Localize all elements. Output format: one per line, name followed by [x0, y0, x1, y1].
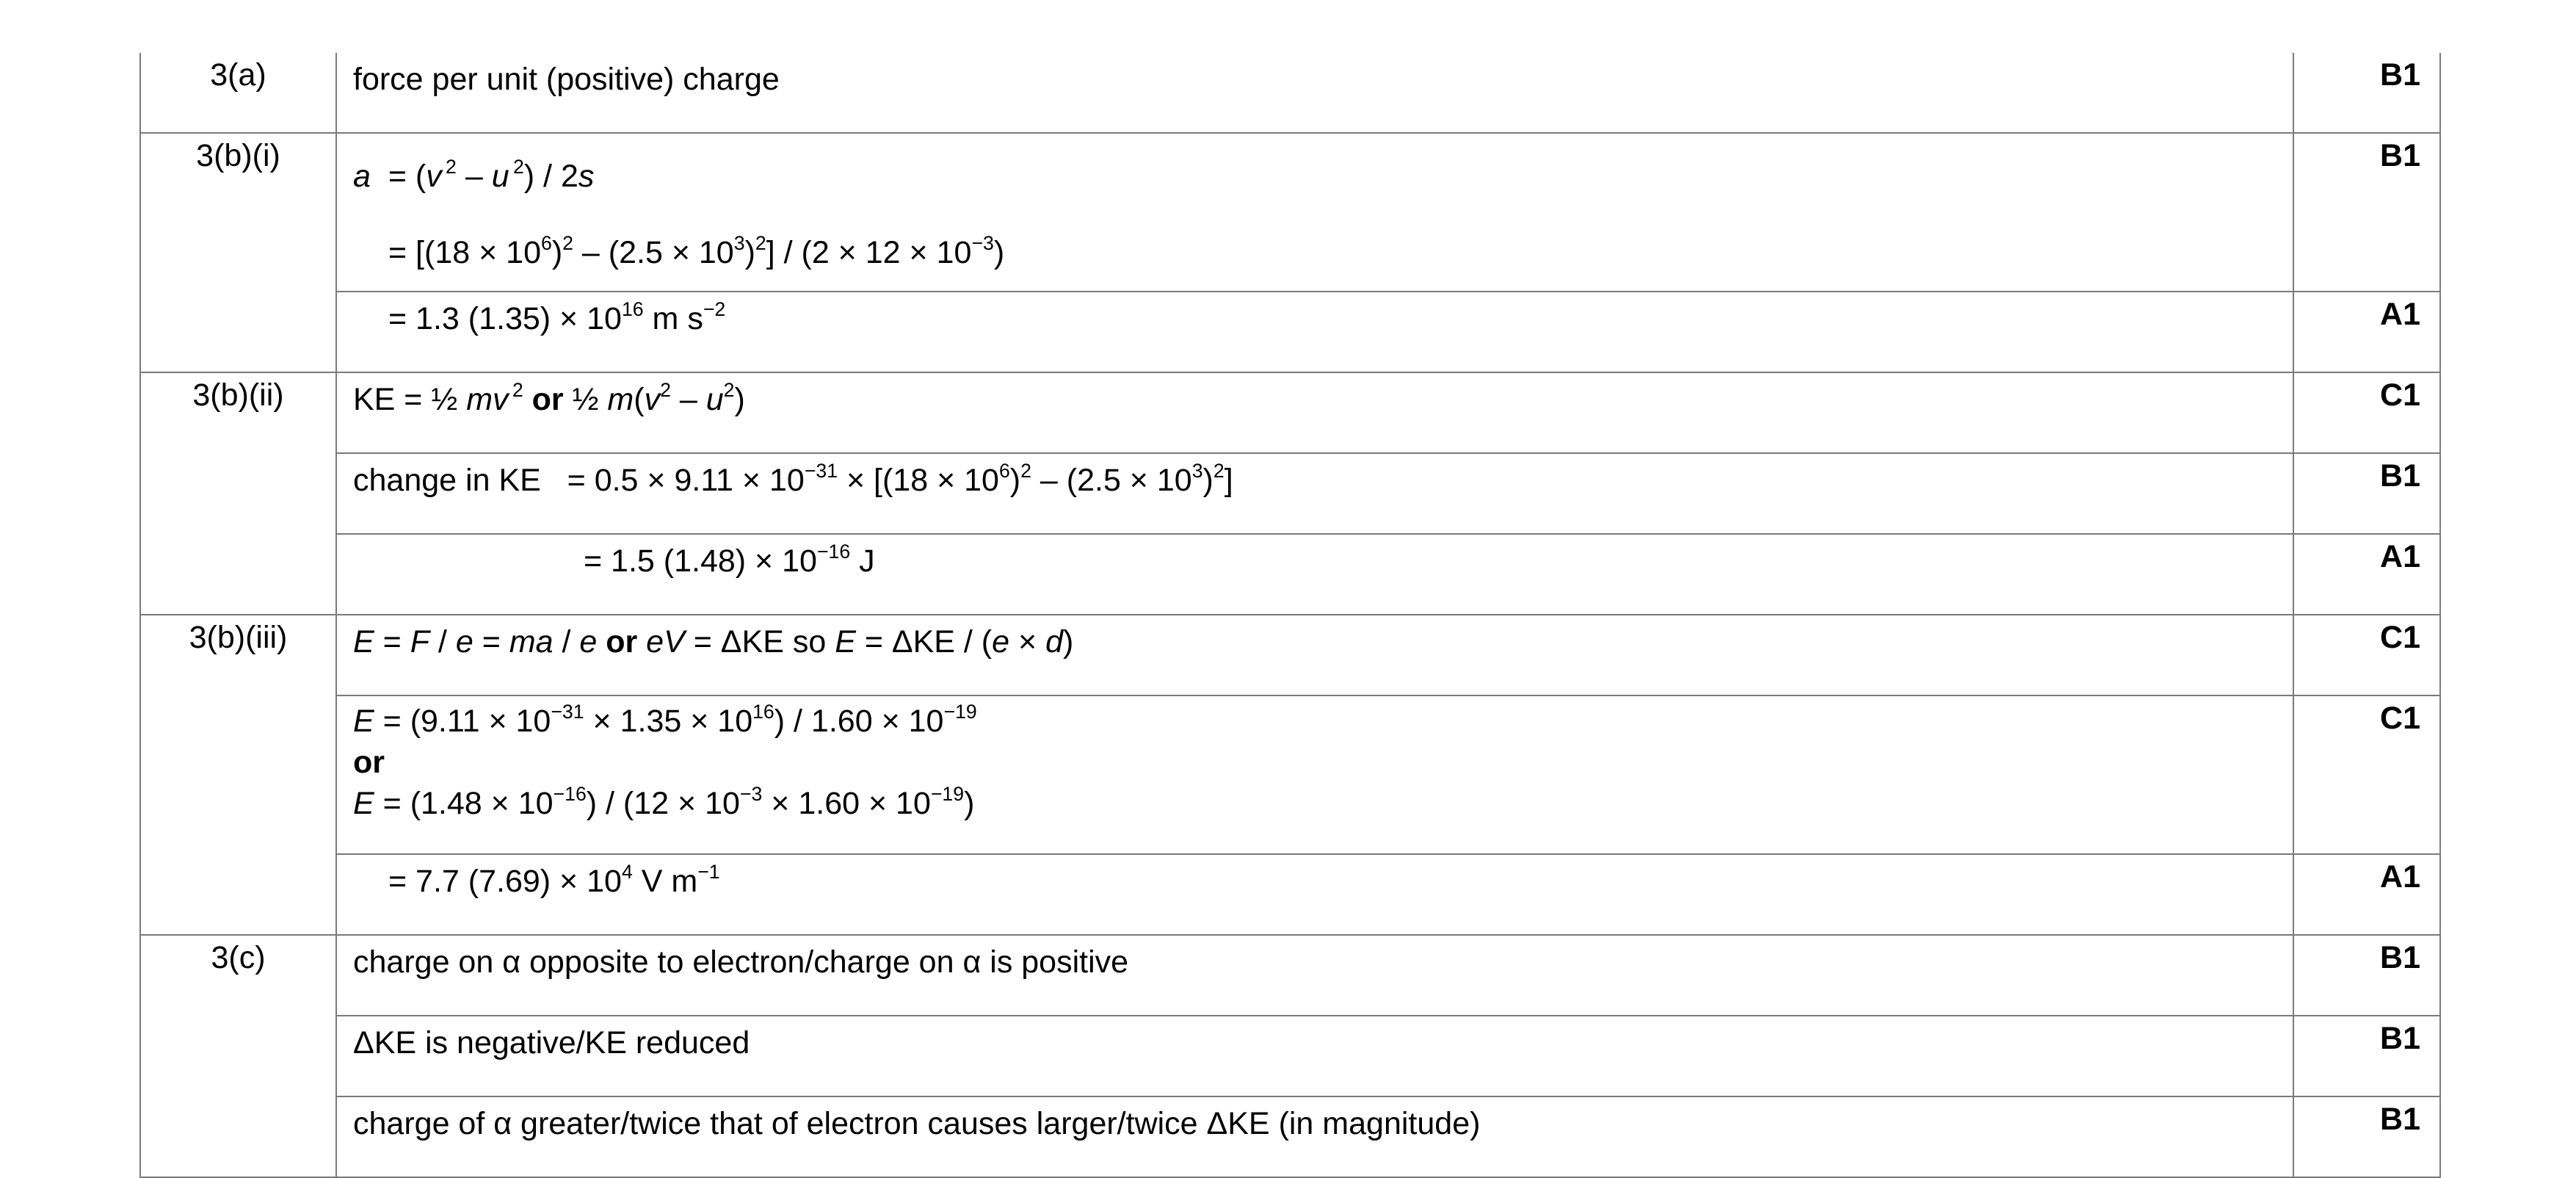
mark-cell: C1	[2293, 615, 2440, 695]
table-row	[140, 1016, 2440, 1096]
mark-cell: C1	[2293, 372, 2440, 453]
answer-text: $E = (9.11 \times 10^{-31} \times 1.35 \times 10^{16}) / 1.60 \times 10^{-19}$ or $E = (1.48 \times 10^{-16}) / (12 \times 10^{-3} \times 1.60 \times 10^{-19})$	[353, 701, 977, 821]
mark-scheme-body	[140, 53, 2440, 1177]
answer-text: force per unit (positive) charge	[353, 62, 780, 97]
question-label: 3(b)(i)	[140, 133, 336, 372]
mark-cell: A1	[2293, 854, 2440, 935]
answer-cell	[336, 133, 2293, 292]
answer-cell	[336, 854, 2293, 935]
answer-cell	[336, 1016, 2293, 1096]
answer-cell	[336, 53, 2293, 133]
answer-text: ΔKE is negative/KE reduced	[353, 1025, 750, 1060]
table-row	[140, 1096, 2440, 1177]
question-label: 3(c)	[140, 935, 336, 1177]
answer-text: change in KE = $0.5 \times 9.11 \times 10^{-31} \times [(18 \times 10^6)^2 - (2.5 \times 10^3)^2]$	[353, 460, 1233, 498]
table-row	[140, 53, 2440, 133]
table-row	[140, 453, 2440, 534]
answer-text: E = F / e = ma / e or eV = ΔKE so E = ΔKE / (e × d)	[353, 624, 1074, 660]
mark-cell: B1	[2293, 935, 2440, 1016]
mark-cell: C1	[2293, 695, 2440, 854]
table-row	[140, 615, 2440, 695]
mark-cell: B1	[2293, 453, 2440, 534]
table-row	[140, 695, 2440, 854]
question-label: 3(a)	[140, 53, 336, 133]
answer-cell	[336, 534, 2293, 615]
table-row	[140, 372, 2440, 453]
answer-cell	[336, 1096, 2293, 1177]
answer-text: charge of α greater/twice that of electron causes larger/twice ΔKE (in magnitude)	[353, 1106, 1481, 1141]
mark-cell: A1	[2293, 534, 2440, 615]
answer-cell	[336, 935, 2293, 1016]
mark-cell: B1	[2293, 133, 2440, 292]
mark-cell: B1	[2293, 1016, 2440, 1096]
answer-text: = 1.3 $(1.35) \times 10^{16}$ m $s^{-2}$	[388, 298, 726, 336]
answer-cell	[336, 453, 2293, 534]
table-row	[140, 534, 2440, 615]
table-row	[140, 935, 2440, 1016]
table-row	[140, 292, 2440, 372]
table-row	[140, 854, 2440, 935]
answer-text: = 7.7 $(7.69) \times 10^4$ V $m^{-1}$	[388, 861, 720, 899]
question-label: 3(b)(ii)	[140, 372, 336, 615]
answer-text: = 1.5 $(1.48) \times 10^{-16}$ J	[584, 541, 875, 579]
mark-scheme-table	[139, 53, 2441, 1178]
answer-text: KE = ½ mv $^2$ or ½ $m(v^2 - u^2)$	[353, 379, 745, 417]
mark-cell: B1	[2293, 53, 2440, 133]
answer-cell	[336, 292, 2293, 372]
answer-cell	[336, 695, 2293, 854]
answer-cell	[336, 615, 2293, 695]
answer-text: charge on α opposite to electron/charge on α is positive	[353, 944, 1129, 980]
mark-cell: B1	[2293, 1096, 2440, 1177]
answer-text: a = (v $^2$ – u $^2$) / 2s = $[(18 \times 10^6)^2 - (2.5 \times 10^3)^2] / (2 \times 12 \times 10^{-3})$	[353, 156, 1005, 270]
question-label: 3(b)(iii)	[140, 615, 336, 935]
table-row	[140, 133, 2440, 292]
answer-cell	[336, 372, 2293, 453]
mark-cell: A1	[2293, 292, 2440, 372]
